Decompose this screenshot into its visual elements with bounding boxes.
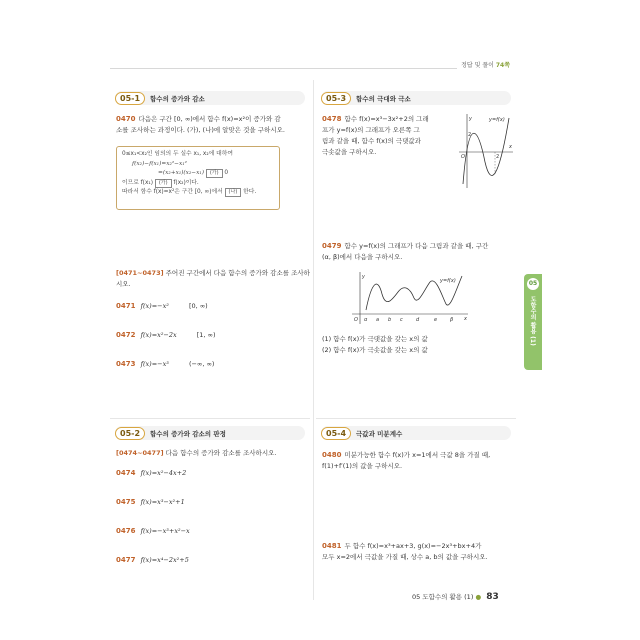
problem-text: 함수 f(x)=x³−3x²+2의 그래 bbox=[344, 115, 429, 123]
blank-ga: (가) bbox=[206, 169, 223, 178]
sub-question-2: (2) 함수 f(x)가 극솟값을 갖는 x의 값 bbox=[322, 346, 428, 354]
problem-text: 두 함수 f(x)=x³+ax+3, g(x)=−2x³+bx+4가 bbox=[344, 542, 482, 550]
problem-expression: f(x)=−x² bbox=[140, 302, 169, 310]
problem-number: 0481 bbox=[322, 542, 342, 550]
problem-0474 bbox=[116, 468, 186, 479]
group-instruction: 시오. bbox=[116, 280, 131, 288]
problem-interval: (−∞, ∞) bbox=[188, 360, 215, 368]
chapter-number: 05 bbox=[527, 278, 539, 290]
section-badge: 05-3 bbox=[321, 92, 351, 105]
problem-interval: [1, ∞) bbox=[196, 331, 216, 339]
left-section-divider bbox=[110, 418, 310, 419]
problem-0480 bbox=[322, 450, 517, 472]
problem-text: f(1)+f′(1)의 값을 구하시오. bbox=[322, 462, 403, 470]
section-title: 극값과 미분계수 bbox=[356, 429, 403, 438]
section-header-05-3 bbox=[321, 91, 511, 105]
x-tick-label: 2 bbox=[496, 154, 500, 160]
problem-text: 소를 조사하는 과정이다. (가), (나)에 알맞은 것을 구하시오. bbox=[116, 126, 285, 134]
top-bar bbox=[110, 60, 510, 72]
y-tick-label: 2 bbox=[468, 132, 472, 138]
x-label: x bbox=[509, 144, 512, 150]
proof-line bbox=[122, 179, 274, 189]
problem-text: 극솟값을 구하시오. bbox=[322, 148, 377, 156]
section-badge: 05-2 bbox=[115, 427, 145, 440]
problem-expression: f(x)=x²−2x bbox=[140, 331, 177, 339]
x-tick-label: c bbox=[400, 317, 403, 323]
problem-range: [0474~0477] bbox=[116, 449, 164, 457]
problem-number: 0476 bbox=[116, 527, 136, 535]
group-0471-0473 bbox=[116, 268, 311, 290]
chapter-title: 도함수의 활용 (1) bbox=[529, 296, 536, 346]
section-badge: 05-1 bbox=[115, 92, 145, 105]
proof-text: 따라서 함수 f(x)=x²은 구간 [0, ∞)에서 bbox=[122, 189, 223, 195]
graph-0478 bbox=[455, 112, 515, 192]
section-header-05-4 bbox=[321, 426, 511, 440]
section-title: 함수의 증가와 감소의 판정 bbox=[150, 429, 226, 438]
chapter-side-tab[interactable] bbox=[524, 274, 542, 370]
x-tick-label: α bbox=[364, 317, 368, 323]
top-rule bbox=[110, 68, 510, 69]
blank-ga: (가) bbox=[155, 179, 172, 188]
problem-0475 bbox=[116, 497, 185, 508]
problem-expression: f(x)=−x³ bbox=[140, 360, 169, 368]
problem-text: 다음은 구간 [0, ∞)에서 함수 f(x)=x²이 증가와 감 bbox=[138, 115, 281, 123]
y-label: y bbox=[469, 116, 472, 122]
problem-0471 bbox=[116, 301, 208, 312]
page-number: 83 bbox=[486, 592, 499, 602]
problem-text: 미분가능한 함수 f(x)가 x=1에서 극값 8을 가질 때, bbox=[344, 451, 491, 459]
curve-label: y=f(x) bbox=[440, 278, 456, 284]
problem-0470 bbox=[116, 114, 311, 136]
sub-question-1: (1) 함수 f(x)가 극댓값을 갖는 x의 값 bbox=[322, 335, 428, 343]
y-label: y bbox=[362, 274, 365, 280]
problem-text: 프가 y=f(x)의 그래프가 오른쪽 그 bbox=[322, 126, 420, 134]
x-tick-label: e bbox=[434, 317, 438, 323]
group-instruction: 다음 함수의 증가와 감소를 조사하시오. bbox=[165, 449, 277, 457]
answer-ref-page: 74쪽 bbox=[495, 62, 510, 69]
curve-0478 bbox=[463, 118, 509, 184]
problem-number: 0480 bbox=[322, 451, 342, 459]
answer-reference bbox=[457, 60, 510, 69]
answer-ref-label: 정답 및 풀이 bbox=[461, 62, 494, 69]
problem-number: 0477 bbox=[116, 556, 136, 564]
problem-number: 0474 bbox=[116, 469, 136, 477]
problem-0478 bbox=[322, 114, 452, 158]
footer-chapter: 05 도함수의 활용 (1) bbox=[412, 593, 474, 601]
blank-na: (나) bbox=[225, 188, 242, 197]
problem-text: 림과 같을 때, 함수 f(x)의 극댓값과 bbox=[322, 137, 421, 145]
footer-bullet-icon: ● bbox=[475, 593, 482, 601]
proof-text: 이므로 f(x₁) bbox=[122, 179, 153, 186]
proof-box bbox=[116, 146, 280, 210]
curve-label: y=f(x) bbox=[489, 117, 505, 123]
x-tick-label: b bbox=[388, 317, 392, 323]
problem-expression: f(x)=x³−x²+1 bbox=[140, 498, 185, 506]
section-badge: 05-4 bbox=[321, 427, 351, 440]
problem-text: (α, β)에서 다음을 구하시오. bbox=[322, 253, 403, 261]
problem-interval: [0, ∞) bbox=[188, 302, 208, 310]
problem-0481 bbox=[322, 541, 517, 563]
problem-0479-questions bbox=[322, 334, 517, 356]
group-instruction: 주어진 구간에서 다음 함수의 증가와 감소를 조사하 bbox=[165, 269, 310, 277]
problem-number: 0475 bbox=[116, 498, 136, 506]
section-title: 함수의 증가와 감소 bbox=[150, 94, 205, 103]
origin-label: O bbox=[354, 317, 358, 323]
proof-line: f(x₂)−f(x₁)=x₂²−x₁² bbox=[132, 160, 187, 167]
problem-number: 0473 bbox=[116, 360, 136, 368]
proof-expr: 0 bbox=[224, 170, 229, 176]
section-header-05-1 bbox=[115, 91, 305, 105]
x-tick-label: a bbox=[376, 317, 380, 323]
section-header-05-2 bbox=[115, 426, 305, 440]
proof-text: f(x₂)이다. bbox=[173, 179, 199, 186]
problem-range: [0471~0473] bbox=[116, 269, 164, 277]
proof-line bbox=[122, 169, 274, 179]
column-divider bbox=[313, 80, 314, 600]
problem-expression: f(x)=x⁴−2x²+5 bbox=[140, 556, 189, 564]
x-label: x bbox=[464, 316, 467, 322]
problem-expression: f(x)=x²−4x+2 bbox=[140, 469, 187, 477]
problem-0476 bbox=[116, 526, 190, 537]
problem-number: 0471 bbox=[116, 302, 136, 310]
page-footer bbox=[412, 592, 499, 602]
problem-0479 bbox=[322, 241, 517, 263]
problem-expression: f(x)=−x³+x²−x bbox=[140, 527, 190, 535]
problem-0472 bbox=[116, 330, 216, 341]
x-tick-label: d bbox=[416, 317, 420, 323]
group-0474-0477 bbox=[116, 448, 276, 459]
right-section-divider bbox=[316, 418, 516, 419]
problem-number: 0470 bbox=[116, 115, 136, 123]
problem-0473 bbox=[116, 359, 214, 370]
problem-text: 모두 x=2에서 극값을 가질 때, 상수 a, b의 값을 구하시오. bbox=[322, 553, 488, 561]
origin-label: O bbox=[461, 154, 465, 160]
proof-line: 0≤x₁<x₂인 임의의 두 실수 x₁, x₂에 대하여 bbox=[122, 151, 233, 157]
problem-text: 함수 y=f(x)의 그래프가 다음 그림과 같을 때, 구간 bbox=[344, 242, 489, 250]
problem-number: 0479 bbox=[322, 242, 342, 250]
problem-number: 0472 bbox=[116, 331, 136, 339]
problem-number: 0478 bbox=[322, 115, 342, 123]
graph-0479 bbox=[350, 270, 470, 326]
x-tick-label: β bbox=[450, 317, 454, 323]
section-title: 함수의 극대와 극소 bbox=[356, 94, 411, 103]
problem-0477 bbox=[116, 555, 189, 566]
proof-expr: =(x₂+x₁)(x₂−x₁) bbox=[158, 170, 204, 176]
proof-text: 한다. bbox=[243, 189, 257, 195]
proof-line bbox=[122, 188, 274, 198]
